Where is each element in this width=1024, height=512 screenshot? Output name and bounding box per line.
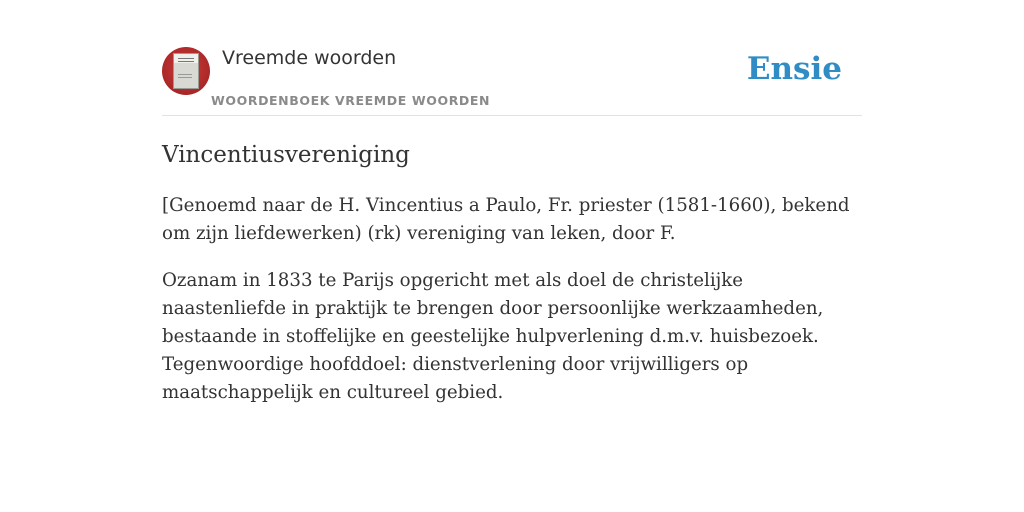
- book-cover-line: [178, 77, 192, 78]
- book-cover-line: [178, 61, 194, 62]
- entry-paragraph: Ozanam in 1833 te Parijs opgericht met als doel de christelijke naastenliefde in praktijk te brengen door persoonlijke werkzaamheden, bestaande in stoffelijke en geestelijke hulpverlening d.m.v. huisbezoek. Tegenwoordige hoofddoel: dienstverlening door vrijwilligers op maatschappelijk en cultureel gebied.: [162, 270, 824, 403]
- dictionary-avatar[interactable]: [162, 47, 210, 95]
- entry-card: [162, 44, 862, 407]
- book-cover-icon: [173, 53, 199, 89]
- site-title[interactable]: Vreemde woorden: [222, 47, 397, 69]
- ensie-logo[interactable]: Ensie: [746, 51, 842, 87]
- entry-paragraph: [Genoemd naar de H. Vincentius a Paulo, Fr. priester (1581-1660), bekend om zijn liefdewerken) (rk) vereniging van leken, door F.: [162, 195, 850, 244]
- entry-title: Vincentiusvereniging: [162, 142, 410, 168]
- entry-body: [162, 192, 862, 407]
- book-cover-line: [178, 74, 192, 75]
- book-cover-line: [178, 58, 194, 59]
- header: [162, 44, 862, 116]
- site-subtitle[interactable]: WOORDENBOEK VREEMDE WOORDEN: [211, 93, 491, 108]
